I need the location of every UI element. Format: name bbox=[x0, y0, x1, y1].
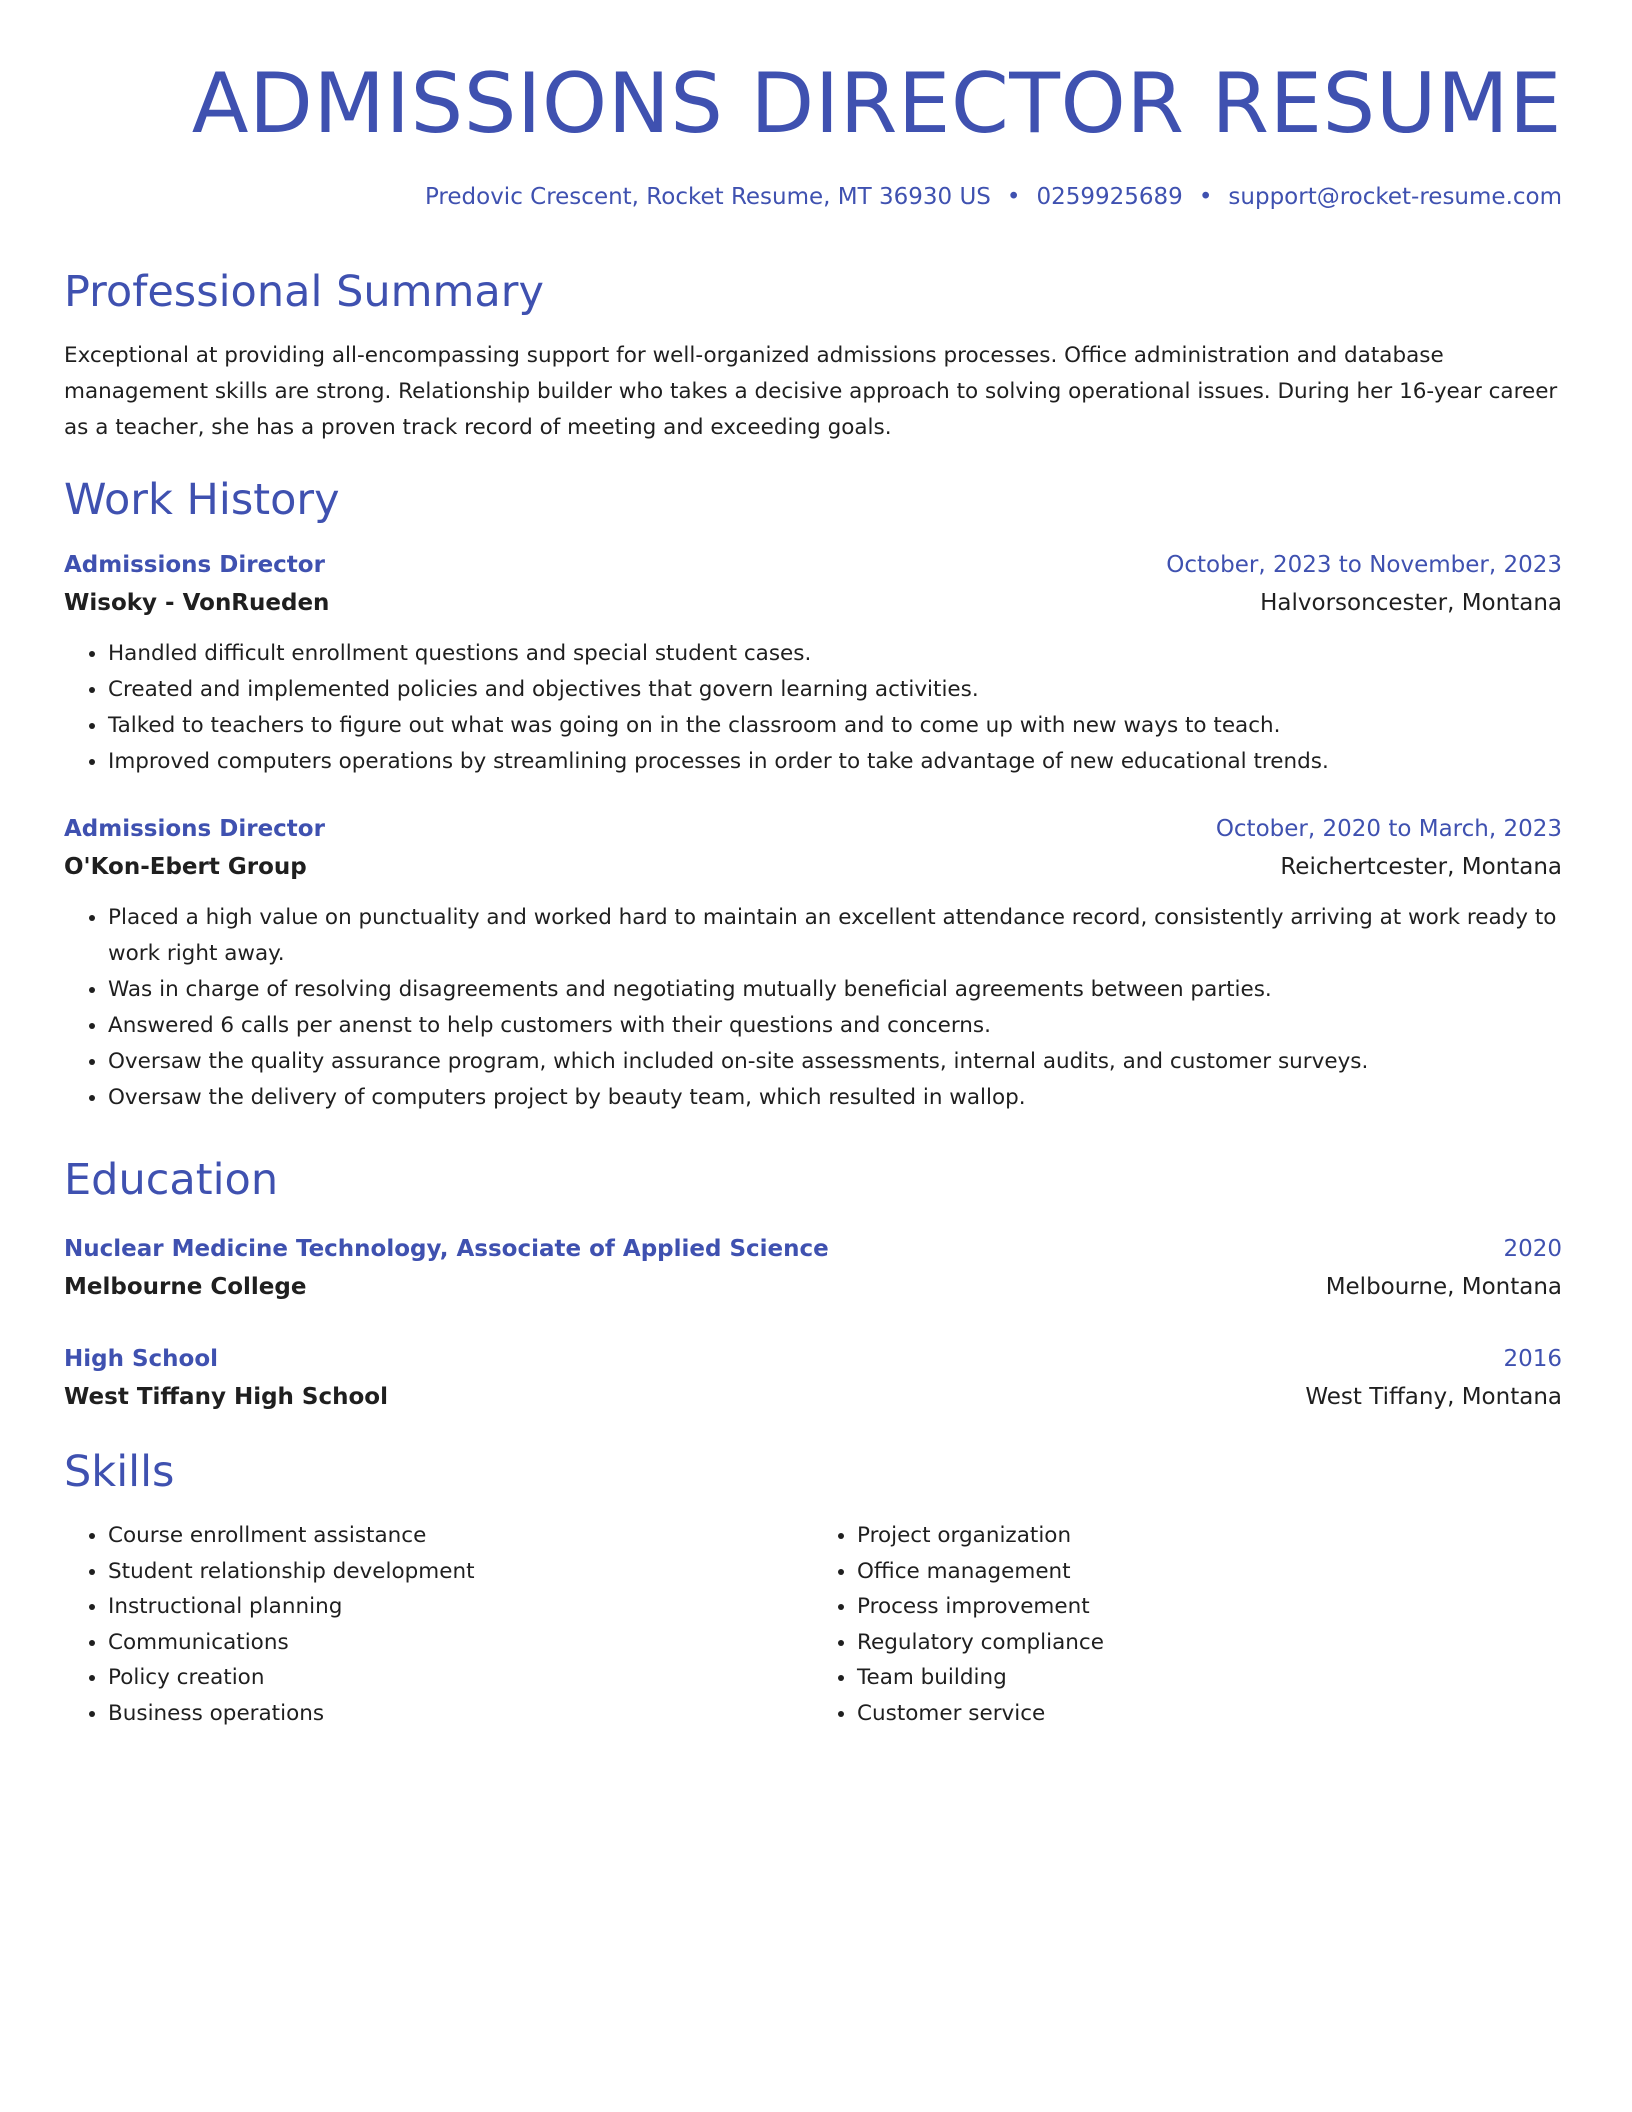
section-heading-summary: Professional Summary bbox=[64, 267, 544, 317]
skill-item: • Course enrollment assistance bbox=[108, 1518, 813, 1554]
list-item: • Created and implemented policies and objectives that govern learning activities. bbox=[108, 672, 1562, 708]
skill-item: • Team building bbox=[857, 1660, 1562, 1696]
education-degree: High School bbox=[64, 1346, 219, 1372]
education-degree-row bbox=[64, 1230, 1562, 1268]
list-item: • Handled difficult enrollment questions and special student cases. bbox=[108, 636, 1562, 672]
education-school: West Tiffany High School bbox=[64, 1384, 388, 1410]
education-entry bbox=[64, 1340, 1562, 1416]
contact-email: support@rocket-resume.com bbox=[1228, 184, 1562, 210]
job-company-row bbox=[64, 848, 1562, 886]
education-year: 2020 bbox=[1503, 1236, 1562, 1262]
job-company: O'Kon-Ebert Group bbox=[64, 854, 307, 880]
job-duties-list bbox=[64, 636, 1562, 780]
job-location: Halvorsoncester, Montana bbox=[1260, 590, 1562, 616]
section-heading-skills: Skills bbox=[64, 1447, 175, 1497]
education-year: 2016 bbox=[1503, 1346, 1562, 1372]
list-item: • Answered 6 calls per anenst to help customers with their questions and concerns. bbox=[108, 1008, 1562, 1044]
resume-page bbox=[64, 0, 1562, 1732]
skill-item: • Regulatory compliance bbox=[857, 1625, 1562, 1661]
skill-item: • Process improvement bbox=[857, 1589, 1562, 1625]
skill-item: • Business operations bbox=[108, 1696, 813, 1732]
skill-item: • Communications bbox=[108, 1625, 813, 1661]
skills-list-left bbox=[64, 1518, 813, 1732]
education-school-row bbox=[64, 1378, 1562, 1416]
section-heading-education: Education bbox=[64, 1155, 279, 1205]
education-location: Melbourne, Montana bbox=[1325, 1274, 1562, 1300]
skill-item: • Project organization bbox=[857, 1518, 1562, 1554]
section-heading-work-history: Work History bbox=[64, 475, 340, 525]
list-item: • Was in charge of resolving disagreements and negotiating mutually beneficial agreements between parties. bbox=[108, 972, 1562, 1008]
summary-text: Exceptional at providing all-encompassing support for well-organized admissions processes. Office administration and database management skills are strong. Relationship builder who takes a decisive approach to solving operational issues. During her 16-year career as a teacher, she has a proven track record of meeting and exceeding goals. bbox=[64, 343, 1558, 440]
job-company: Wisoky - VonRueden bbox=[64, 590, 330, 616]
education-degree: Nuclear Medicine Technology, Associate of Applied Science bbox=[64, 1236, 829, 1262]
skill-item: • Student relationship development bbox=[108, 1554, 813, 1590]
skill-item: • Instructional planning bbox=[108, 1589, 813, 1625]
job-entry bbox=[64, 810, 1562, 1116]
job-title: Admissions Director bbox=[64, 816, 325, 842]
skill-item: • Customer service bbox=[857, 1696, 1562, 1732]
list-item: • Oversaw the quality assurance program, which included on-site assessments, internal audits, and customer surveys. bbox=[108, 1044, 1562, 1080]
job-duties-list bbox=[64, 900, 1562, 1116]
contact-separator: • bbox=[1198, 184, 1213, 210]
job-title: Admissions Director bbox=[64, 552, 325, 578]
skills-grid bbox=[64, 1518, 1562, 1732]
skill-item: • Policy creation bbox=[108, 1660, 813, 1696]
contact-address: Predovic Crescent, Rocket Resume, MT 36930 US bbox=[424, 184, 991, 210]
resume-title: ADMISSIONS DIRECTOR RESUME bbox=[191, 55, 1562, 152]
education-school-row bbox=[64, 1268, 1562, 1306]
list-item: • Talked to teachers to figure out what was going on in the classroom and to come up with new ways to teach. bbox=[108, 708, 1562, 744]
education-school: Melbourne College bbox=[64, 1274, 307, 1300]
job-dates: October, 2020 to March, 2023 bbox=[1215, 816, 1562, 842]
job-company-row bbox=[64, 584, 1562, 622]
job-title-row bbox=[64, 810, 1562, 848]
job-dates: October, 2023 to November, 2023 bbox=[1166, 552, 1562, 578]
education-entry bbox=[64, 1230, 1562, 1306]
contact-phone: 0259925689 bbox=[1036, 184, 1183, 210]
job-location: Reichertcester, Montana bbox=[1280, 854, 1562, 880]
contact-line bbox=[64, 182, 1562, 212]
job-entry bbox=[64, 546, 1562, 780]
education-location: West Tiffany, Montana bbox=[1305, 1384, 1562, 1410]
contact-separator: • bbox=[1006, 184, 1021, 210]
list-item: • Improved computers operations by streamlining processes in order to take advantage of new educational trends. bbox=[108, 744, 1562, 780]
skills-list-right bbox=[813, 1518, 1562, 1732]
list-item: • Placed a high value on punctuality and worked hard to maintain an excellent attendance record, consistently arriving at work ready to work right away. bbox=[108, 900, 1562, 972]
list-item: • Oversaw the delivery of computers project by beauty team, which resulted in wallop. bbox=[108, 1080, 1562, 1116]
skill-item: • Office management bbox=[857, 1554, 1562, 1590]
job-title-row bbox=[64, 546, 1562, 584]
education-degree-row bbox=[64, 1340, 1562, 1378]
